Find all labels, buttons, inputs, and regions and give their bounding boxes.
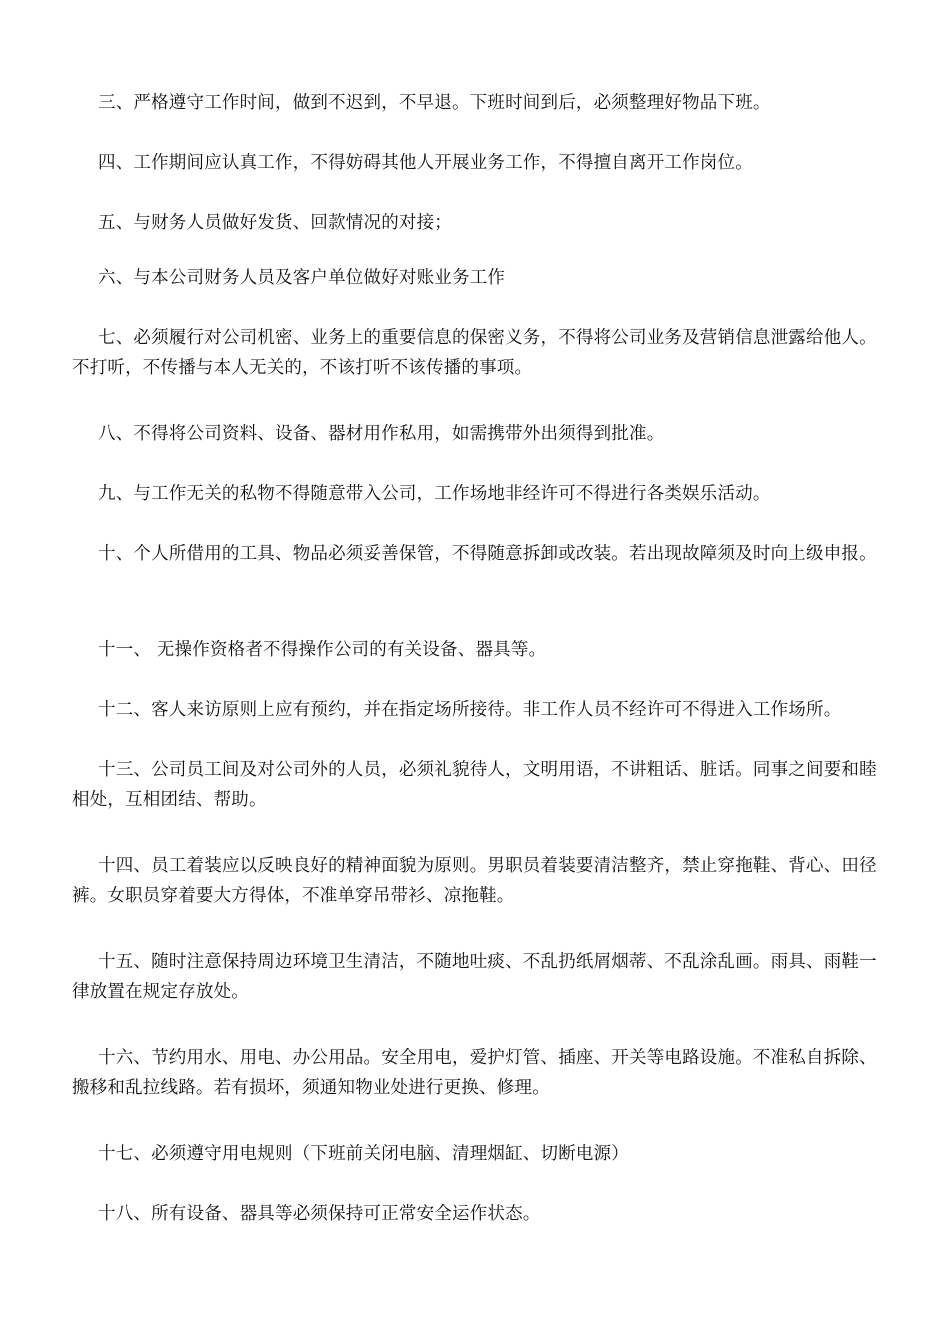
paragraph-4: 四、工作期间应认真工作，不得妨碍其他人开展业务工作，不得擅自离开工作岗位。 — [98, 153, 753, 173]
paragraph-11: 十一、 无操作资格者不得操作公司的有关设备、器具等。 — [98, 640, 547, 660]
paragraph-14: 十四、员工着装应以反映良好的精神面貌为原则。男职员着装要清洁整齐，禁止穿拖鞋、背心、田径裤。女职员穿着要大方得体，不准单穿吊带衫、凉拖鞋。 — [72, 856, 877, 906]
paragraph-3: 三、严格遵守工作时间，做到不迟到，不早退。下班时间到后，必须整理好物品下班。 — [98, 93, 771, 113]
paragraph-12: 十二、客人来访原则上应有预约，并在指定场所接待。非工作人员不经许可不得进入工作场所。 — [98, 700, 842, 720]
paragraph-10: 十、个人所借用的工具、物品必须妥善保管，不得随意拆卸或改装。若出现故障须及时向上级申报。 — [98, 544, 877, 564]
paragraph-5: 五、与财务人员做好发货、回款情况的对接； — [98, 213, 452, 233]
paragraph-15: 十五、随时注意保持周边环境卫生清洁，不随地吐痰、不乱扔纸屑烟蒂、不乱涂乱画。雨具、雨鞋一律放置在规定存放处。 — [72, 952, 877, 1002]
paragraph-9: 九、与工作无关的私物不得随意带入公司，工作场地非经许可不得进行各类娱乐活动。 — [98, 484, 771, 504]
paragraph-18: 十八、所有设备、器具等必须保持可正常安全运作状态。 — [98, 1204, 541, 1224]
paragraph-17: 十七、必须遵守用电规则（下班前关闭电脑、清理烟缸、切断电源） — [98, 1144, 629, 1164]
paragraph-16: 十六、节约用水、用电、办公用品。安全用电，爱护灯管、插座、开关等电路设施。不准私自拆除、搬移和乱拉线路。若有损坏，须通知物业处进行更换、修理。 — [72, 1048, 877, 1098]
paragraph-8: 八、不得将公司资料、设备、器材用作私用，如需携带外出须得到批准。 — [98, 424, 665, 444]
paragraph-13: 十三、公司员工间及对公司外的人员，必须礼貌待人，文明用语，不讲粗话、脏话。同事之间要和睦相处，互相团结、帮助。 — [72, 760, 877, 810]
paragraph-6: 六、与本公司财务人员及客户单位做好对账业务工作 — [98, 268, 506, 288]
paragraph-7: 七、必须履行对公司机密、业务上的重要信息的保密义务，不得将公司业务及营销信息泄露给他人。不打听，不传播与本人无关的，不该打听不该传播的事项。 — [72, 328, 877, 378]
